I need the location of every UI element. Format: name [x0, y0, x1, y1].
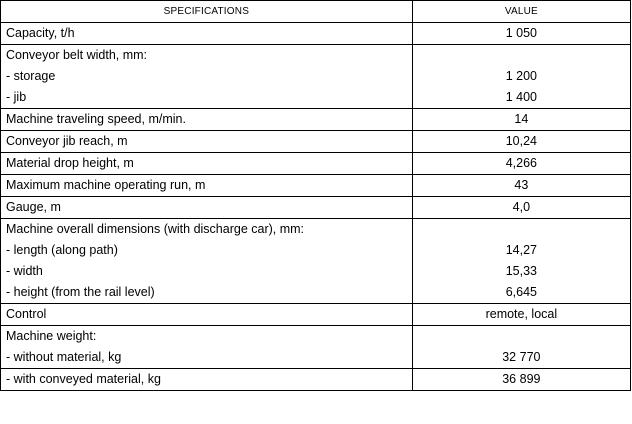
value-sub: 15,33 [505, 264, 537, 278]
spec-cell: Conveyor jib reach, m [1, 131, 413, 153]
value-cell: remote, local [412, 304, 630, 326]
value-sub: 1 200 [505, 69, 537, 83]
spec-sub-label: - jib [6, 90, 27, 104]
spec-sub-label: - height (from the rail level) [6, 285, 155, 299]
table-row [1, 45, 631, 109]
value-column-header: VALUE [412, 1, 630, 23]
spec-sub-label: - width [6, 264, 43, 278]
value-cell [412, 326, 630, 369]
table-row [1, 197, 631, 219]
spec-cell: Gauge, m [1, 197, 413, 219]
spec-cell [1, 45, 413, 109]
value-cell: 4,266 [412, 153, 630, 175]
table-row [1, 23, 631, 45]
table-row [1, 304, 631, 326]
value-cell: 14 [412, 109, 630, 131]
spec-cell: Control [1, 304, 413, 326]
table-row [1, 131, 631, 153]
spec-cell [1, 219, 413, 304]
spec-cell: Capacity, t/h [1, 23, 413, 45]
table-row [1, 369, 631, 391]
value-cell: 36 899 [412, 369, 630, 391]
spec-sub-label: - without material, kg [6, 350, 122, 364]
value-sub: 1 400 [505, 90, 537, 104]
spec-cell [1, 326, 413, 369]
value-cell [412, 45, 630, 109]
spec-group-label: Machine overall dimensions (with discharge car), mm: [6, 222, 305, 236]
spec-group-label: Conveyor belt width, mm: [6, 48, 148, 62]
spec-cell: - with conveyed material, kg [1, 369, 413, 391]
spec-cell: Maximum machine operating run, m [1, 175, 413, 197]
table-row [1, 219, 631, 304]
value-sub: 14,27 [505, 243, 537, 257]
spec-column-header: SPECIFICATIONS [1, 1, 413, 23]
value-cell: 43 [412, 175, 630, 197]
table-row [1, 326, 631, 369]
table-row [1, 109, 631, 131]
spec-sub-label: - length (along path) [6, 243, 118, 257]
value-cell: 1 050 [412, 23, 630, 45]
table-row [1, 175, 631, 197]
spec-group-label: Machine weight: [6, 329, 97, 343]
value-cell: 10,24 [412, 131, 630, 153]
spec-cell: Material drop height, m [1, 153, 413, 175]
value-cell [412, 219, 630, 304]
spec-cell: Machine traveling speed, m/min. [1, 109, 413, 131]
value-sub: 32 770 [502, 350, 541, 364]
header-row [1, 1, 631, 23]
value-sub: 6,645 [505, 285, 537, 299]
value-cell: 4,0 [412, 197, 630, 219]
spec-sub-label: - storage [6, 69, 56, 83]
table-row [1, 153, 631, 175]
